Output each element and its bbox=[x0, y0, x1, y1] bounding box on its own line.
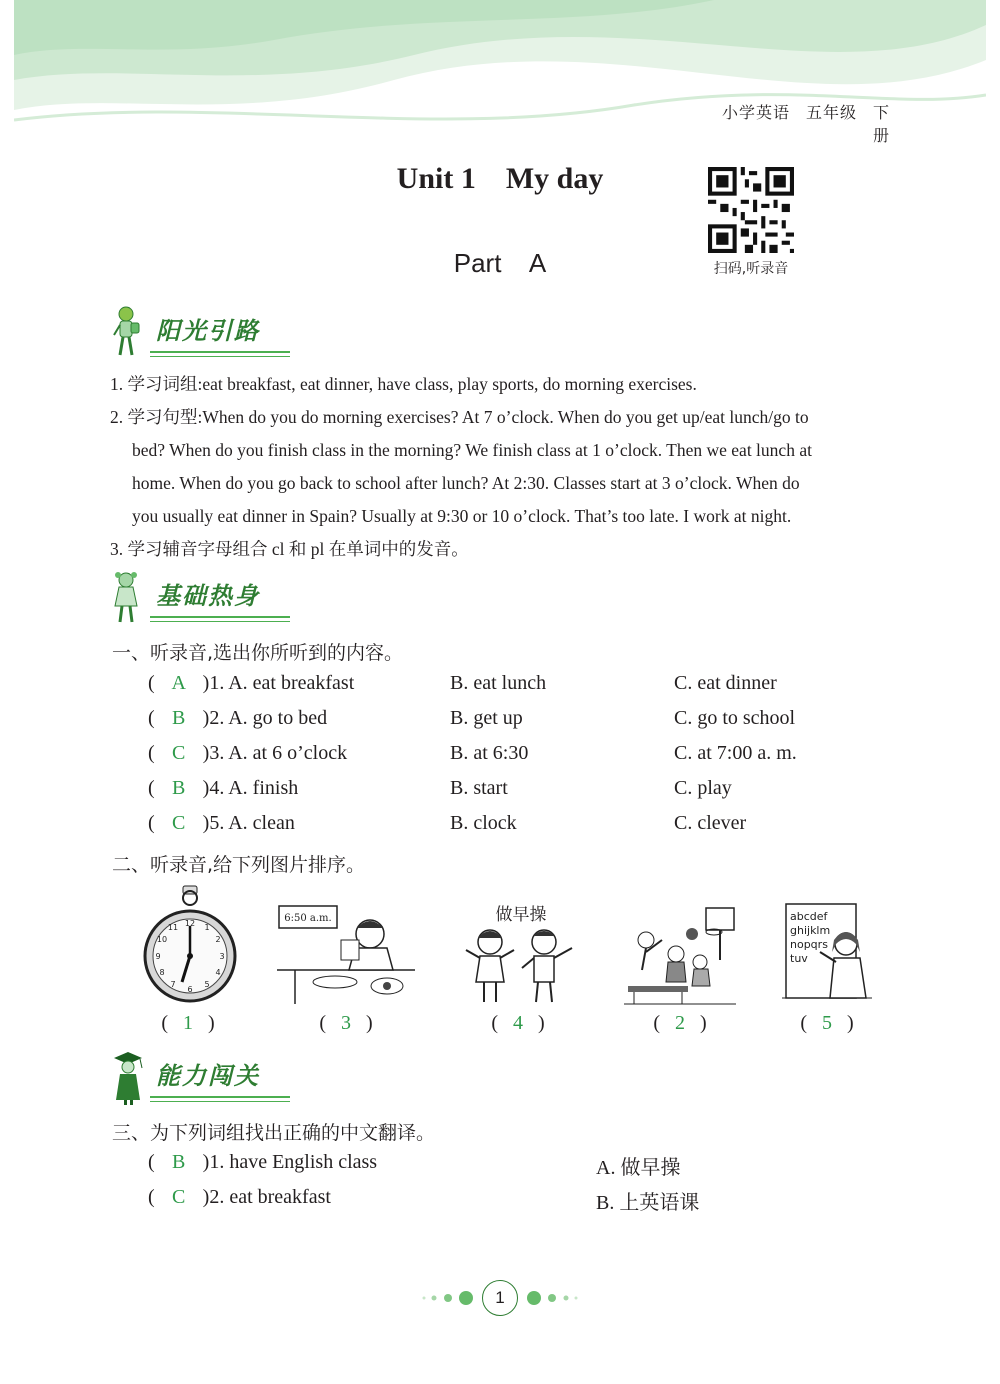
option-c: C. play bbox=[674, 777, 732, 799]
svg-text:11: 11 bbox=[167, 923, 179, 932]
morning-exercise-picture bbox=[460, 926, 580, 1006]
option-a: )2. A. go to bed bbox=[202, 707, 328, 729]
option-a: )1. A. eat breakfast bbox=[202, 672, 355, 694]
section-banner-challenge bbox=[110, 1050, 290, 1106]
pic-1-answer: ( 1 ) bbox=[161, 1012, 215, 1034]
book-volume: 下册 bbox=[872, 103, 890, 145]
board-line-2: ghijklm bbox=[790, 924, 831, 937]
option-a: )4. A. finish bbox=[202, 777, 299, 799]
section-label: 基础热身 bbox=[156, 582, 260, 610]
objective-2-line4: you usually eat dinner in Spain? Usually at 9:30 or 10 o’clock. That’s too late. I work at night. bbox=[132, 506, 792, 526]
breakfast-picture bbox=[275, 900, 420, 1006]
pic-4-answer: ( 2 ) bbox=[653, 1012, 707, 1034]
section-label: 阳光引路 bbox=[156, 317, 260, 345]
phrase: )2. eat breakfast bbox=[202, 1186, 331, 1208]
question-3-heading: 三、为下列词组找出正确的中文翻译。 bbox=[112, 1122, 436, 1144]
translation-option: A. 做早操 bbox=[596, 1157, 681, 1179]
boy-figure-icon bbox=[110, 305, 150, 361]
q1-row-4: ( B )4. A. finish B. start C. play bbox=[148, 777, 732, 799]
answer-blank[interactable]: B bbox=[172, 1151, 186, 1173]
exercise-caption: 做早操 bbox=[495, 905, 547, 925]
answer-blank[interactable]: A bbox=[171, 672, 186, 694]
section-banner-sunshine bbox=[110, 305, 290, 361]
section1-text bbox=[110, 368, 900, 566]
option-a: )3. A. at 6 o’clock bbox=[202, 742, 348, 764]
q3-row-2: ( C )2. eat breakfast B. 上英语课 bbox=[148, 1186, 700, 1214]
svg-text:12: 12 bbox=[184, 919, 196, 928]
answer-blank[interactable]: 1 bbox=[183, 1012, 193, 1034]
option-a: )5. A. clean bbox=[202, 812, 295, 834]
svg-text:9: 9 bbox=[155, 952, 161, 961]
option-c: C. eat dinner bbox=[674, 672, 777, 694]
pic-2-answer: ( 3 ) bbox=[319, 1012, 373, 1034]
q1-row-2: ( B )2. A. go to bed B. get up C. go to school bbox=[148, 707, 796, 729]
objective-2-line3: home. When do you go back to school after lunch? At 2:30. Classes start at 3 o’clock. When do bbox=[132, 473, 800, 493]
q1-row-1: ( A )1. A. eat breakfast B. eat lunch C. eat dinner bbox=[148, 672, 777, 694]
sports-picture bbox=[622, 900, 740, 1006]
svg-text:2: 2 bbox=[215, 935, 221, 944]
option-b: B. start bbox=[450, 777, 508, 799]
q3-row-1: ( B )1. have English class A. 做早操 bbox=[148, 1151, 681, 1179]
svg-text:6: 6 bbox=[187, 985, 193, 994]
graduate-figure-icon bbox=[110, 1050, 150, 1106]
objective-2: 2. 学习句型:When do you do morning exercises? At 7 o’clock. When do you get up/eat lunch/go to bbox=[110, 407, 809, 427]
pic-3-answer: ( 4 ) bbox=[491, 1012, 545, 1034]
option-c: C. go to school bbox=[674, 707, 796, 729]
svg-text:1: 1 bbox=[204, 923, 210, 932]
stopwatch-picture bbox=[140, 884, 240, 1008]
qr-caption: 扫码,听录音 bbox=[713, 261, 789, 277]
answer-blank[interactable]: C bbox=[172, 1186, 186, 1208]
board-line-1: abcdef bbox=[790, 910, 828, 923]
option-c: C. at 7:00 a. m. bbox=[674, 742, 797, 764]
book-grade: 五年级 bbox=[805, 103, 857, 122]
answer-blank[interactable]: B bbox=[172, 777, 186, 799]
svg-text:4: 4 bbox=[215, 968, 221, 977]
objective-3: 3. 学习辅音字母组合 cl 和 pl 在单词中的发音。 bbox=[110, 539, 469, 559]
answer-blank[interactable]: C bbox=[172, 742, 186, 764]
clock-sign-text: 6:50 a.m. bbox=[284, 913, 332, 924]
page-number: 1 bbox=[482, 1280, 518, 1316]
q1-row-5: ( C )5. A. clean B. clock C. clever bbox=[148, 812, 747, 834]
page-number-badge bbox=[420, 1278, 580, 1318]
part-title: Part A bbox=[453, 248, 547, 278]
option-b: B. get up bbox=[450, 707, 523, 729]
english-class-picture bbox=[782, 900, 874, 1006]
answer-blank[interactable]: 2 bbox=[675, 1012, 685, 1034]
board-line-4: tuv bbox=[790, 952, 808, 965]
book-info bbox=[690, 100, 890, 146]
objective-2-line2: bed? When do you finish class in the morning? We finish class at 1 o’clock. Then we eat lunch at bbox=[132, 440, 812, 460]
svg-text:5: 5 bbox=[204, 980, 210, 989]
phrase: )1. have English class bbox=[202, 1151, 378, 1173]
objective-1: 1. 学习词组:eat breakfast, eat dinner, have class, play sports, do morning exercises. bbox=[110, 374, 697, 394]
option-c: C. clever bbox=[674, 812, 747, 834]
question-3-list bbox=[148, 1151, 908, 1221]
option-b: B. eat lunch bbox=[450, 672, 547, 694]
unit-title: Unit 1 My day bbox=[396, 162, 604, 195]
board-line-3: nopqrs bbox=[790, 938, 828, 951]
question-2-heading: 二、听录音,给下列图片排序。 bbox=[112, 854, 366, 876]
section-label: 能力闯关 bbox=[156, 1062, 260, 1090]
question-1-list bbox=[148, 672, 908, 847]
translation-option: B. 上英语课 bbox=[596, 1192, 700, 1214]
qr-code-icon[interactable] bbox=[708, 167, 794, 253]
option-b: B. clock bbox=[450, 812, 517, 834]
book-subject: 小学英语 bbox=[721, 103, 790, 122]
svg-text:7: 7 bbox=[170, 980, 176, 989]
section-banner-warmup bbox=[110, 570, 290, 626]
answer-blank[interactable]: B bbox=[172, 707, 186, 729]
pic-5-answer: ( 5 ) bbox=[800, 1012, 854, 1034]
svg-text:8: 8 bbox=[159, 968, 165, 977]
option-b: B. at 6:30 bbox=[450, 742, 529, 764]
answer-blank[interactable]: 3 bbox=[341, 1012, 351, 1034]
svg-text:3: 3 bbox=[219, 952, 225, 961]
girl-figure-icon bbox=[110, 570, 150, 626]
answer-blank[interactable]: 4 bbox=[513, 1012, 523, 1034]
question-1-heading: 一、听录音,选出你所听到的内容。 bbox=[112, 642, 404, 664]
answer-blank[interactable]: 5 bbox=[822, 1012, 832, 1034]
q1-row-3: ( C )3. A. at 6 o’clock B. at 6:30 C. at 7:00 a. m. bbox=[148, 742, 797, 764]
answer-blank[interactable]: C bbox=[172, 812, 186, 834]
svg-text:10: 10 bbox=[156, 935, 168, 944]
